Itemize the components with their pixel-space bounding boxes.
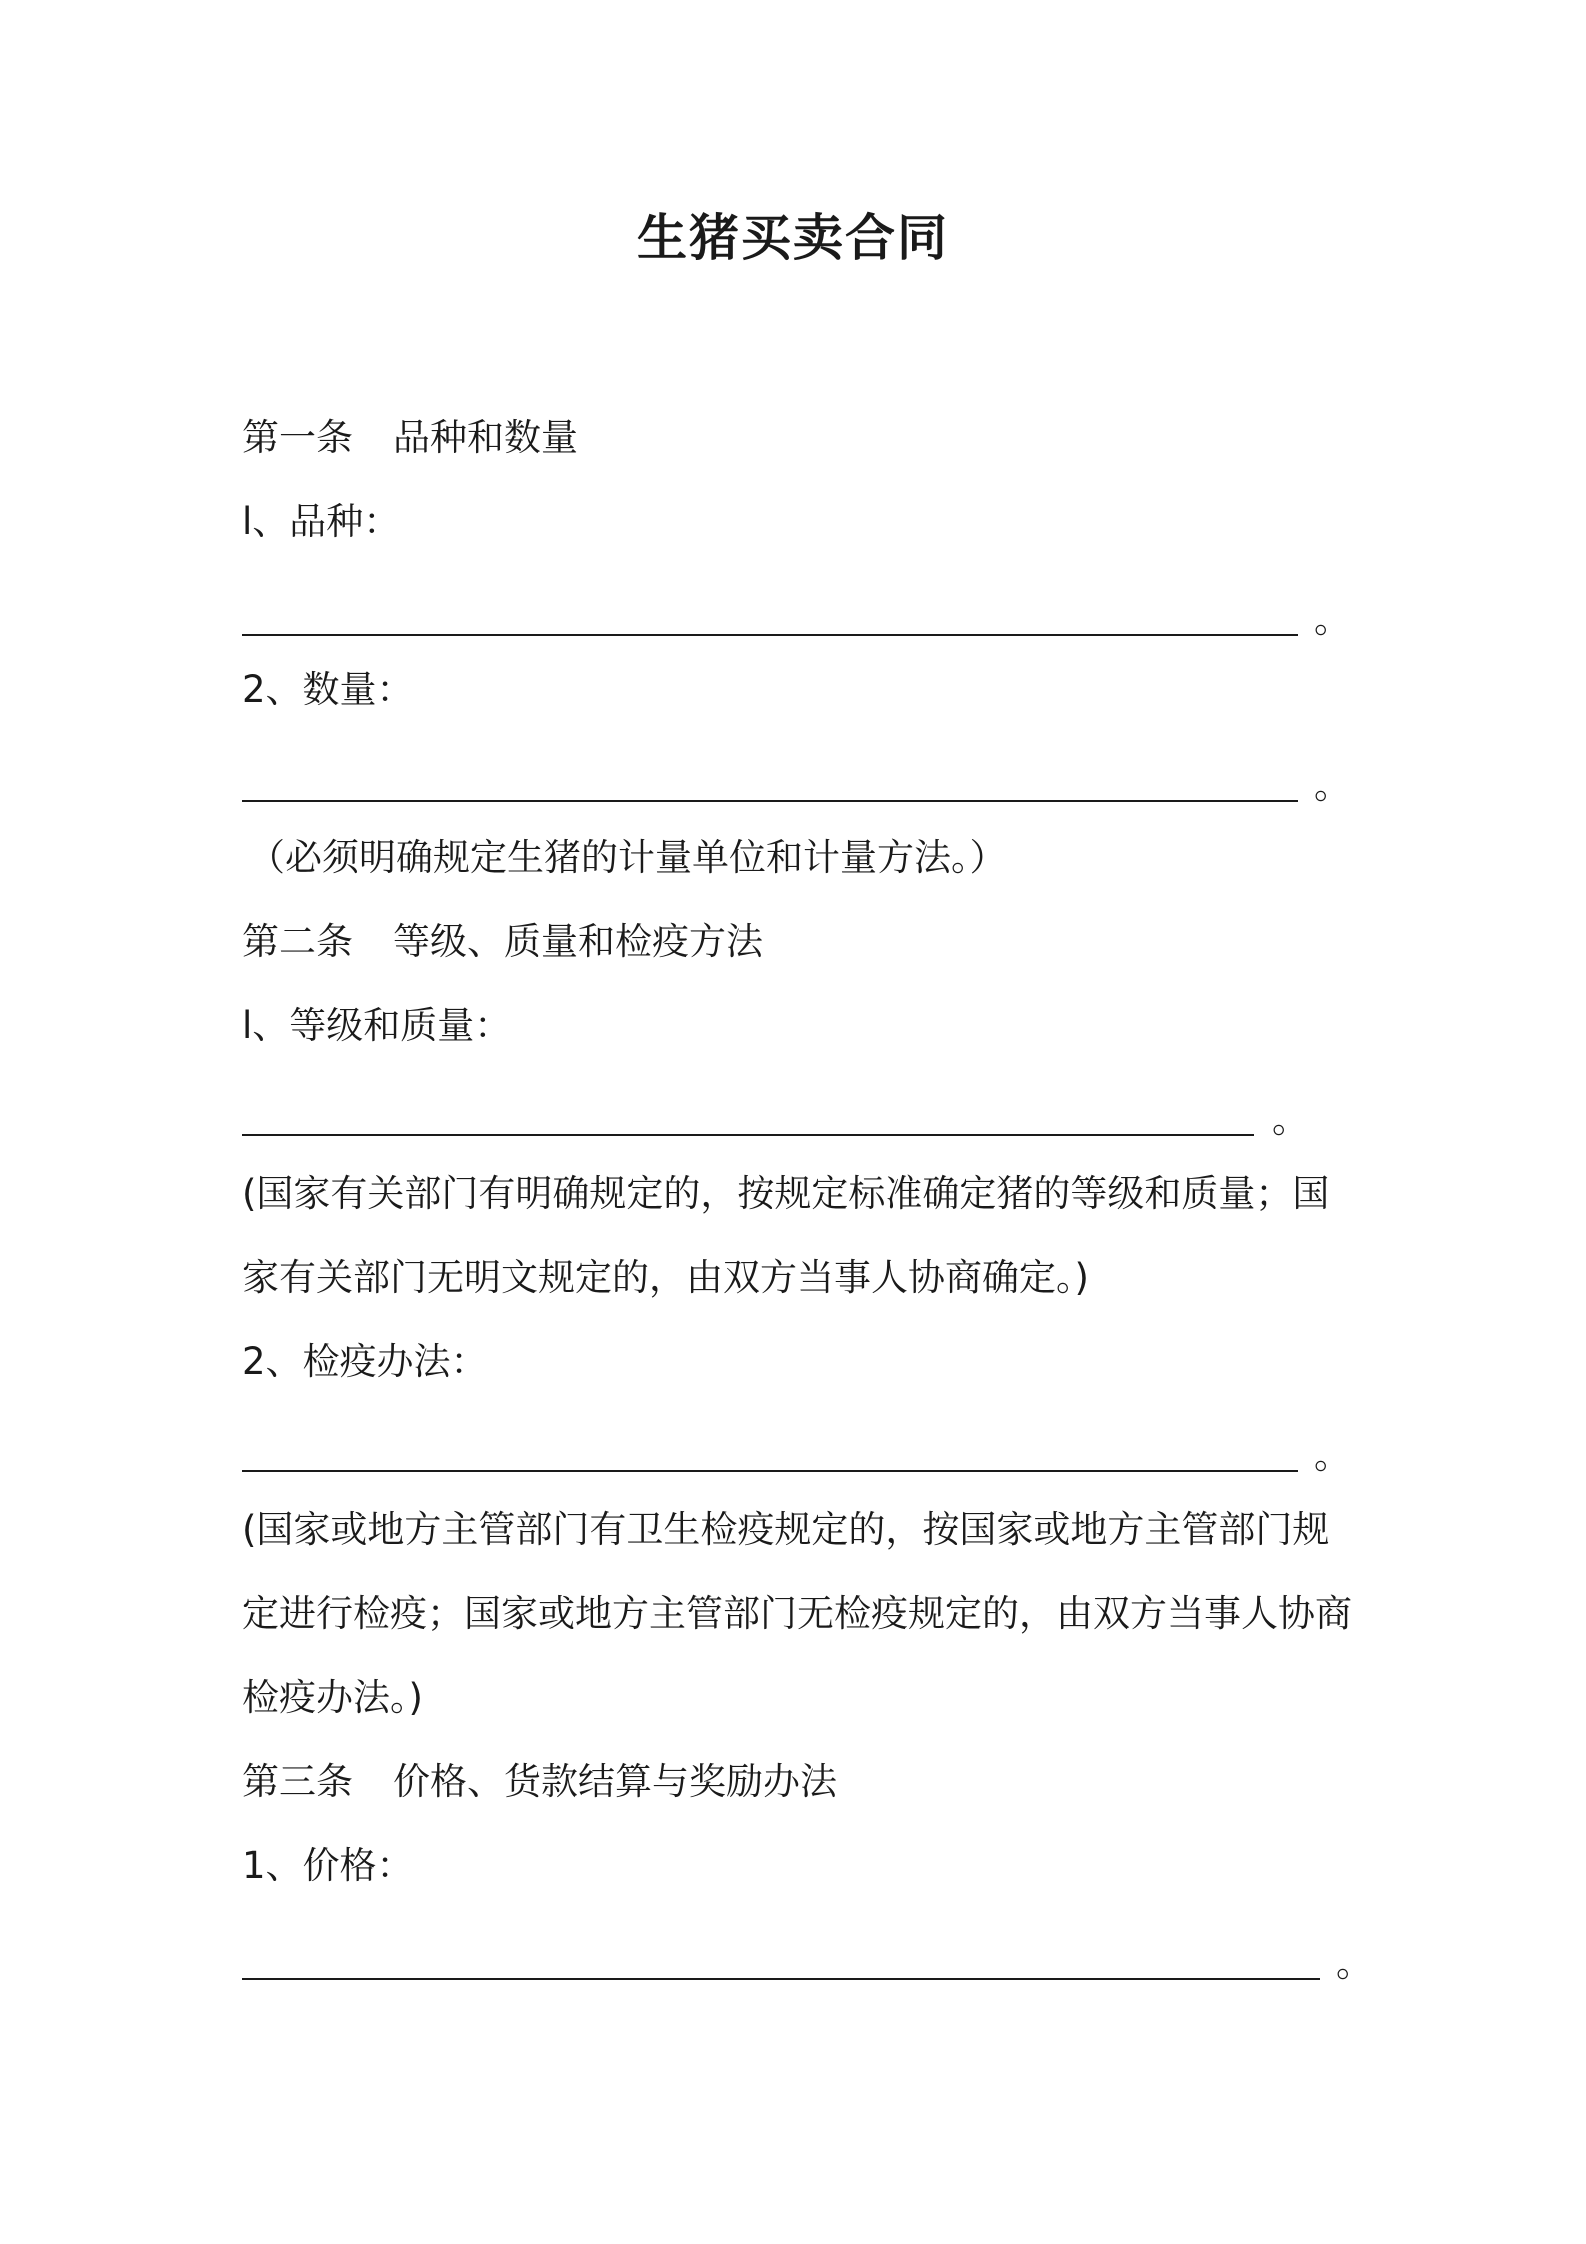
article-1-heading [242,414,578,462]
grade-blank-line[interactable] [242,1134,1254,1136]
article-1-label: 第一条 [242,416,353,459]
period-mark: 。 [1336,1942,1373,1985]
variety-blank-line[interactable] [242,634,1298,636]
quantity-blank-row [242,764,1351,814]
quarantine-note-line-3: 检疫办法。) [242,1676,423,1719]
grade-note-line-2: 家有关部门无明文规定的，由双方当事人协商确定。) [242,1256,1089,1299]
price-blank-row [242,1942,1373,1992]
item-quantity-label: 2、数量： [242,668,414,711]
quarantine-note-line-1: (国家或地方主管部门有卫生检疫规定的，按国家或地方主管部门规 [242,1508,1330,1551]
article-2-title: 等级、质量和检疫方法 [393,920,763,963]
article-1-title: 品种和数量 [393,416,578,459]
grade-blank-row [242,1098,1309,1148]
article-3-label: 第三条 [242,1760,353,1803]
item-quarantine-label: 2、检疫办法： [242,1340,488,1383]
quarantine-blank-line[interactable] [242,1470,1298,1472]
quarantine-blank-row [242,1434,1351,1484]
price-blank-line[interactable] [242,1978,1320,1980]
item-variety-label: l、品种： [242,500,401,543]
period-mark: 。 [1272,1098,1309,1141]
item-price-label: 1、价格： [242,1844,414,1887]
article-3-title: 价格、货款结算与奖励办法 [393,1760,837,1803]
article-1-note: （必须明确规定生猪的计量单位和计量方法。） [248,836,1007,879]
article-2-heading [242,918,763,966]
period-mark: 。 [1314,764,1351,807]
period-mark: 。 [1314,1434,1351,1477]
grade-note-line-1: (国家有关部门有明确规定的，按规定标准确定猪的等级和质量；国 [242,1172,1330,1215]
period-mark: 。 [1314,598,1351,641]
quantity-blank-line[interactable] [242,800,1298,802]
quarantine-note-line-2: 定进行检疫；国家或地方主管部门无检疫规定的，由双方当事人协商 [242,1592,1352,1635]
variety-blank-row [242,598,1351,648]
article-3-heading [242,1758,837,1806]
article-2-label: 第二条 [242,920,353,963]
document-title: 生猪买卖合同 [637,209,949,267]
item-grade-label: l、等级和质量： [242,1004,512,1047]
